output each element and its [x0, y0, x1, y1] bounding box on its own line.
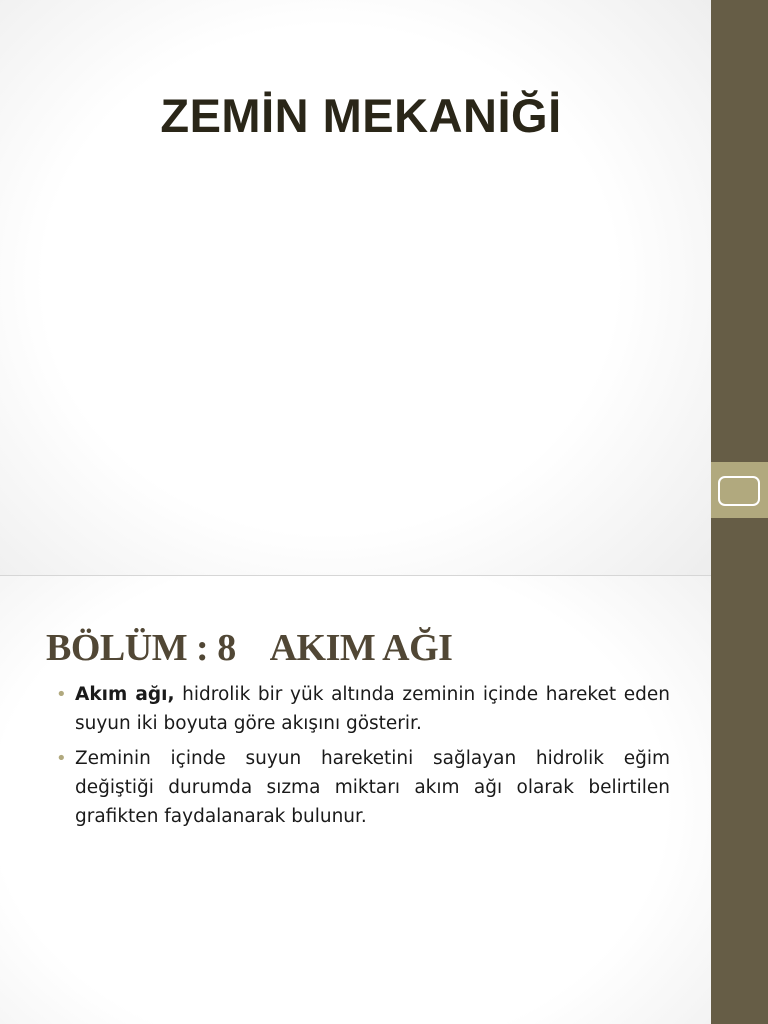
bullet-item [56, 680, 670, 738]
section-heading: BÖLÜM : 8 AKIM AĞI [46, 627, 453, 669]
bracket-icon [718, 476, 760, 506]
bullet-list [56, 680, 670, 837]
bullet-item [56, 744, 670, 831]
slide-title: ZEMİN MEKANİĞİ [160, 89, 562, 142]
bullet-dot-icon: • [56, 684, 67, 705]
bullet-dot-icon: • [56, 748, 67, 769]
bullet-text: hidrolik bir yük altında zeminin içinde hareket eden suyun iki boyuta göre akışını gösterir. [75, 684, 670, 734]
bullet-term: Akım ağı, [75, 684, 175, 705]
bullet-text: Zeminin içinde suyun hareketini sağlayan hidrolik eğim değiştiği durumda sızma miktarı akım ağı olarak belirtilen grafikten faydalanarak bulunur. [75, 748, 670, 827]
